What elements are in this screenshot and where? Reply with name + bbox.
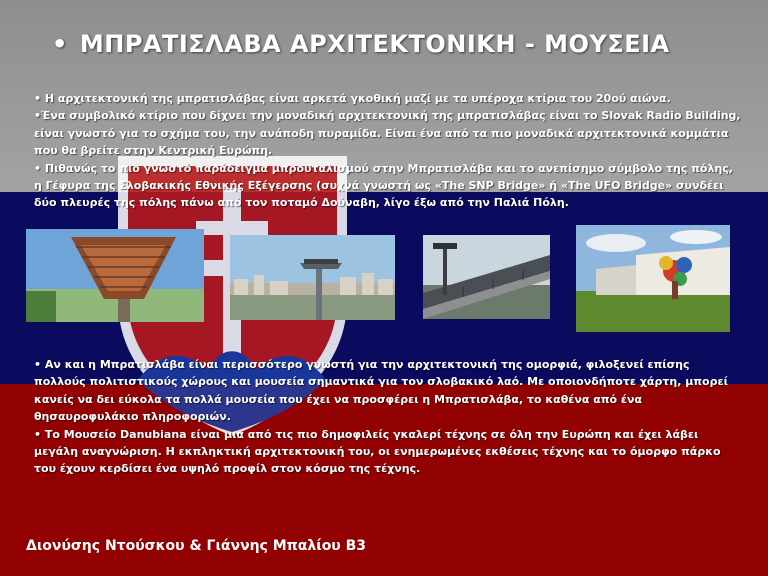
paragraph-radio-building: •Ένα συμβολικό κτίριο που δίχνει την μοναδική αρχιτεκτονική της μπρατισλάβας είναι το Slovak Radio Building, είναι γνωστό για το σχήμα του, την ανάποδη πυραμίδα. Είναι ένα από τα πιο μοναδικά αρχιτεκτονικά κομμάτια που θα βρείτε στην Κεντρική Ευρώπη.: [34, 109, 741, 158]
paragraph-snp-bridge: • Πιθανώς το πιο γνωστό παράδειγμα μπρουταλισμού στην Μπρατισλάβα και το ανεπίσημο σύμβολο της πόλης, η Γέφυρα της Σλοβακικής Εθνικής Εξέγερσης (συχνά γνωστή ως «The SNP Bridge» ή «The UFO Bridge» συνδέει δύο πλευρές της πόλης πάνω από τον ποταμό Δούναβη, λίγο έξω από την Παλιά Πόλη.: [34, 161, 733, 210]
title-text: ΜΠΡΑΤΙΣΛΑΒΑ ΑΡΧΙΤΕΚΤΟΝΙΚΗ - ΜΟΥΣΕΙΑ: [79, 30, 670, 58]
paragraph-architecture-gothic: • Η αρχιτεκτονική της μπρατισλάβας είναι αρκετά γκοθική μαζί με τα υπέροχα κτίρια του 20ού αιώνα.: [34, 92, 671, 105]
ufo-bridge-tower-photo: [230, 235, 395, 320]
title-bullet: •: [52, 30, 68, 58]
paragraph-museums: • Αν και η Μπρατισλάβα είναι περισσότερο γνωστή για την αρχιτεκτονική της ομορφιά, φιλοξενεί επίσης πολλούς πολιτιστικούς χώρους και μουσεία σημαντικά για τον σλοβακικό λαό. Με οποιονδήποτε χάρτη, μπορεί κανείς να δει εύκολα τα πολλά μουσεία που έχει να προσφέρει η Μπρατισλάβα, το καθένα από ένα θησαυροφυλάκιο πληροφοριών.: [34, 358, 728, 424]
danubiana-museum-photo: [576, 225, 730, 332]
slide-title: [52, 30, 752, 58]
top-text-block: [34, 90, 744, 212]
authors-footer: Διονύσης Ντούσκου & Γιάννης Μπαλίου Β3: [26, 538, 367, 554]
bottom-text-block: [34, 356, 744, 478]
slovak-radio-building-photo: [26, 229, 204, 322]
snp-bridge-deck-photo: [423, 235, 550, 319]
paragraph-danubiana: • Το Μουσείο Danubiana είναι μια από τις πιο δημοφιλείς γκαλερί τέχνης σε όλη την Ευρώπη και έχει λάβει μεγάλη αναγνώριση. Η εκπληκτική αρχιτεκτονική του, οι ενημερωμένες εκθέσεις τέχνης και το όμορφο πάρκο του έχουν κερδίσει ένα υψηλό προφίλ στον κόσμο της τέχνης.: [34, 427, 721, 476]
